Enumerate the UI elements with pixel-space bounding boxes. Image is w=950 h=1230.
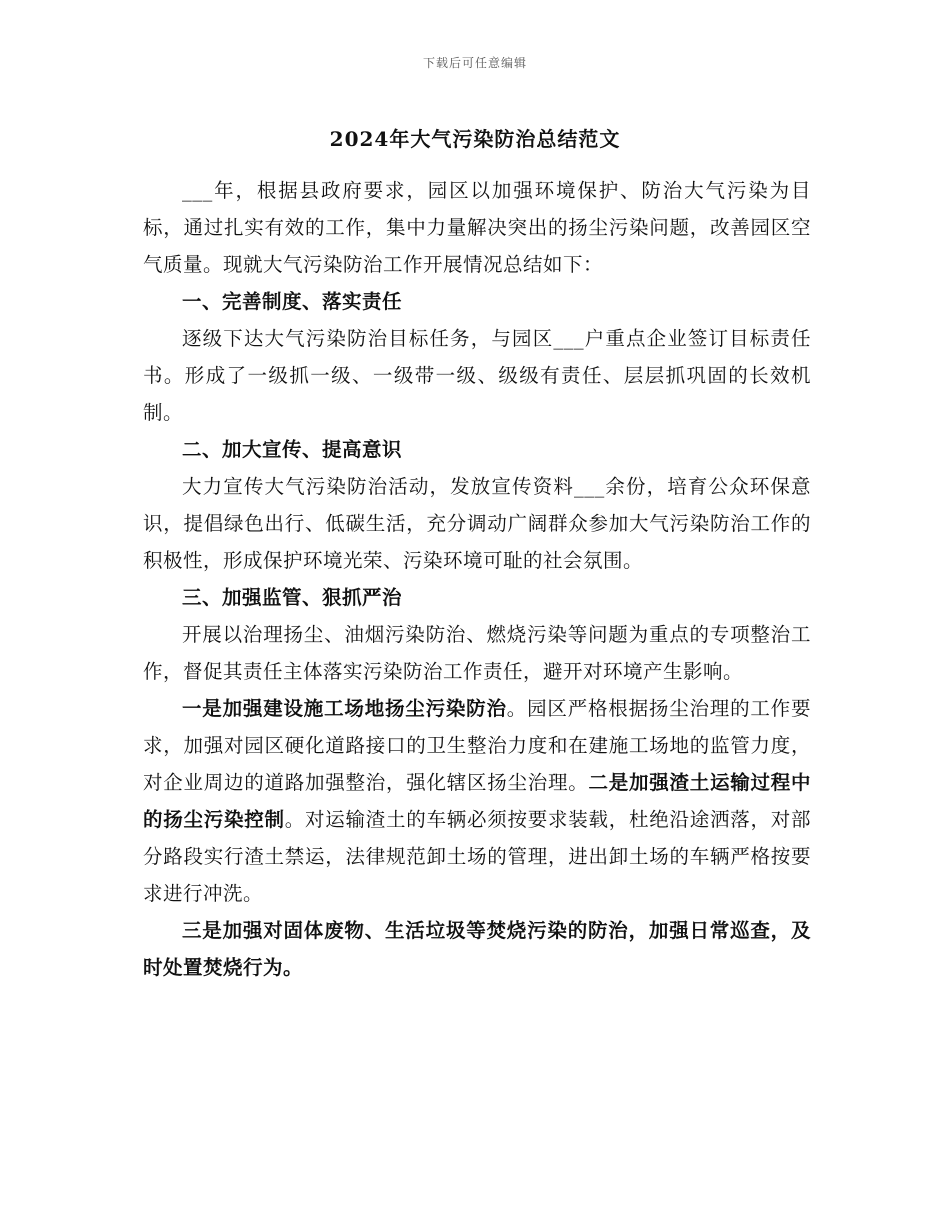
measure-3-paragraph: 三是加强对固体废物、生活垃圾等焚烧污染的防治，加强日常巡查，及时处置焚烧行为。 xyxy=(143,919,811,979)
document-body xyxy=(143,172,811,986)
page-header-note: 下载后可任意编辑 xyxy=(422,56,527,70)
section-1-paragraph: 逐级下达大气污染防治目标任务，与园区___户重点企业签订目标责任书。形成了一级抓一级、一级带一级、级级有责任、层层抓巩固的长效机制。 xyxy=(143,327,811,424)
intro-paragraph: ___年，根据县政府要求，园区以加强环境保护、防治大气污染为目标，通过扎实有效的工作，集中力量解决突出的扬尘污染问题，改善园区空气质量。现就大气污染防治工作开展情况总结如下： xyxy=(143,179,811,276)
measures-paragraph xyxy=(143,690,811,912)
measure-2-text: 。对运输渣土的车辆必须按要求装载，杜绝沿途洒落，对部分路段实行渣土禁运，法律规范卸土场的管理，进出卸土场的车辆严格按要求进行冲洗。 xyxy=(143,808,811,905)
section-2-paragraph: 大力宣传大气污染防治活动，发放宣传资料___余份，培育公众环保意识，提倡绿色出行、低碳生活，充分调动广阔群众参加大气污染防治工作的积极性，形成保护环境光荣、污染环境可耻的社会氛围。 xyxy=(143,475,811,572)
measure-1-lead: 一是加强建设施工场地扬尘污染防治 xyxy=(182,697,507,720)
measure-1-text: 。园区严格根据扬尘治理的工作要求，加强对园区硬化道路接口的卫生整治力度和在建施工场地的监管力度，对企业周边的道路加强整治，强化辖区扬尘治理。 xyxy=(143,697,811,794)
section-3-paragraph: 开展以治理扬尘、油烟污染防治、燃烧污染等问题为重点的专项整治工作，督促其责任主体落实污染防治工作责任，避开对环境产生影响。 xyxy=(143,623,811,683)
section-3-heading: 三、加强监管、狠抓严治 xyxy=(182,586,403,609)
section-2-heading: 二、加大宣传、提高意识 xyxy=(182,438,403,461)
section-1-heading: 一、完善制度、落实责任 xyxy=(182,290,403,313)
measure-2-lead: 二是加强渣土运输过程中的扬尘污染控制 xyxy=(143,771,811,831)
document-title: 2024年大气污染防治总结范文 xyxy=(329,127,621,151)
